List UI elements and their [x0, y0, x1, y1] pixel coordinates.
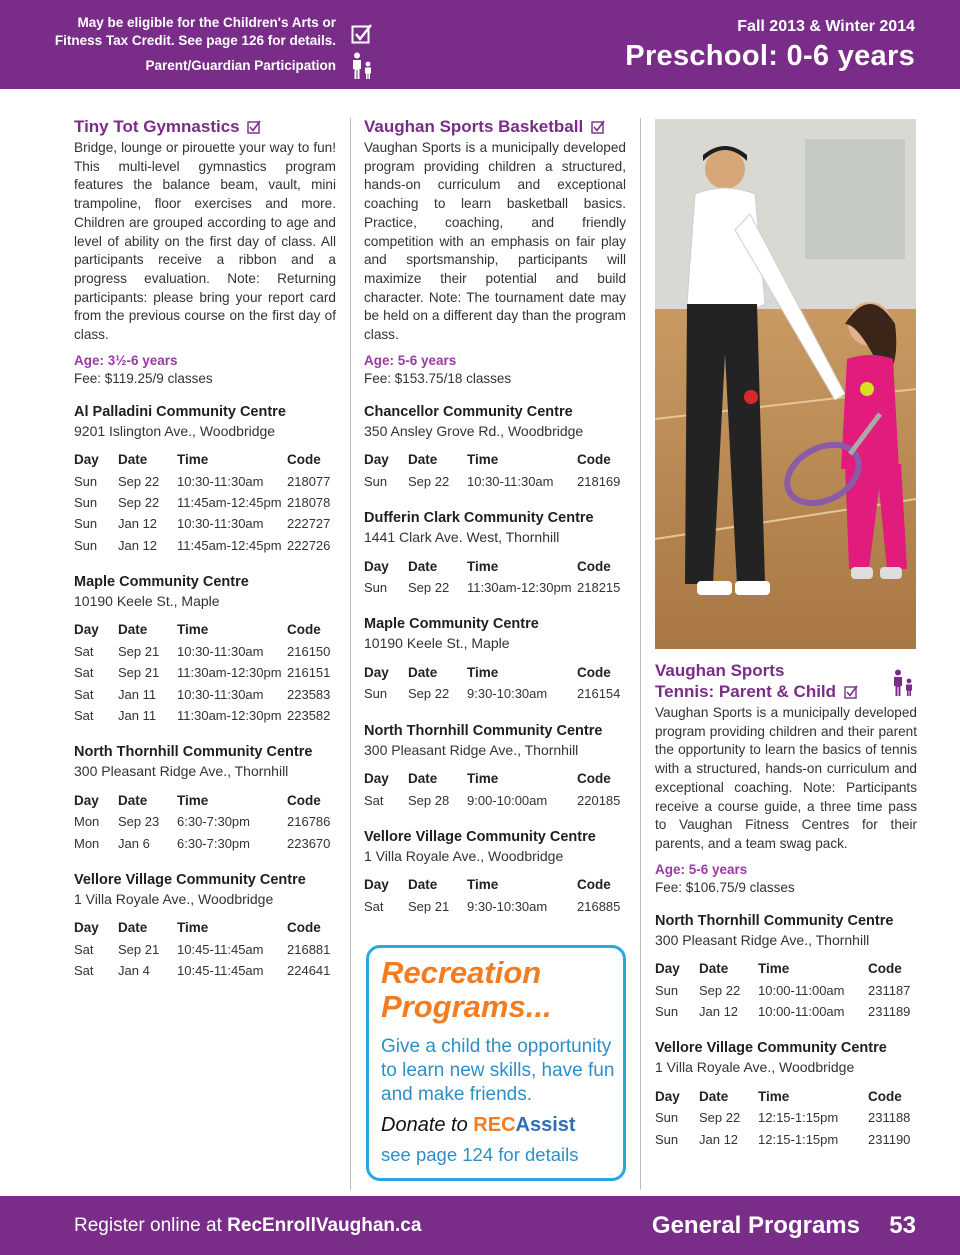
- schedule-table: [74, 619, 336, 726]
- location-name: Vellore Village Community Centre: [655, 1040, 887, 1057]
- table-row: [74, 662, 336, 683]
- tax-credit-line-2: Fitness Tax Credit. See page 126 for details.: [54, 33, 336, 48]
- cell-time: 10:30-11:30am: [177, 686, 264, 702]
- cell-date: Sep 22: [118, 473, 160, 489]
- cell-time: 10:45-11:45am: [177, 963, 264, 979]
- header-day: Day: [364, 877, 389, 893]
- location-block: [74, 744, 336, 854]
- cell-code: 231187: [868, 982, 911, 998]
- location-block: [74, 872, 336, 982]
- cell-code: 218078: [287, 495, 331, 511]
- schedule-table: [74, 449, 336, 556]
- cell-day: Sat: [74, 963, 94, 979]
- location-name: Chancellor Community Centre: [364, 403, 573, 420]
- header-day: Day: [364, 664, 389, 680]
- page-title: Preschool: 0-6 years: [625, 40, 915, 72]
- location-name: North Thornhill Community Centre: [364, 722, 603, 739]
- cell-time: 10:30-11:30am: [177, 516, 264, 532]
- tennis-lesson-photo: [655, 119, 916, 649]
- cell-date: Sep 28: [408, 792, 450, 808]
- note-label: Note:: [428, 289, 462, 305]
- cell-day: Sun: [364, 473, 388, 489]
- cell-day: Sun: [74, 473, 98, 489]
- cell-day: Sat: [74, 707, 94, 723]
- cell-time: 10:00-11:00am: [758, 982, 845, 998]
- header-code: Code: [868, 961, 902, 977]
- recreation-programs-promo: [366, 945, 626, 1181]
- cell-day: Sat: [74, 665, 94, 681]
- location-name: Vellore Village Community Centre: [364, 828, 596, 845]
- location-address: 300 Pleasant Ridge Ave., Thornhill: [74, 763, 289, 780]
- program-description: [364, 139, 626, 345]
- checkbox-check-icon: [351, 23, 373, 45]
- program-title-line-2: Tennis: Parent & Child: [655, 682, 837, 701]
- cell-day: Mon: [74, 814, 100, 830]
- cell-time: 10:30-11:30am: [177, 473, 264, 489]
- cell-date: Jan 6: [118, 835, 150, 851]
- cell-code: 223583: [287, 686, 331, 702]
- cell-code: 220185: [577, 792, 621, 808]
- cell-time: 9:30-10:30am: [467, 899, 548, 915]
- header-date: Date: [408, 877, 438, 893]
- cell-day: Sun: [74, 537, 98, 553]
- tax-credit-check-icon: [247, 120, 261, 134]
- table-row: [655, 980, 917, 1001]
- schedule-table: [655, 1085, 917, 1150]
- cell-date: Sep 21: [118, 665, 160, 681]
- program-description: [655, 704, 917, 854]
- table-row: [74, 960, 336, 981]
- table-row: [74, 641, 336, 662]
- cell-date: Sep 22: [699, 982, 741, 998]
- header-time: Time: [177, 792, 209, 808]
- cell-date: Jan 12: [118, 537, 158, 553]
- schedule-table: [74, 789, 336, 854]
- location-block: [364, 723, 626, 811]
- schedule-header-row: [74, 619, 336, 641]
- location-address: 10190 Keele St., Maple: [74, 592, 220, 609]
- header-time: Time: [177, 920, 209, 936]
- cell-code: 222726: [287, 537, 331, 553]
- cell-code: 216154: [577, 686, 621, 702]
- register-online: [74, 1215, 421, 1237]
- location-name: North Thornhill Community Centre: [655, 912, 894, 929]
- header-code: Code: [287, 920, 321, 936]
- header-day: Day: [655, 1088, 680, 1104]
- location-block: [364, 829, 626, 917]
- location-list: [655, 913, 917, 1150]
- column-divider: [640, 118, 641, 1190]
- header-time: Time: [758, 961, 790, 977]
- cell-code: 231189: [868, 1004, 911, 1020]
- header-date: Date: [118, 792, 148, 808]
- cell-time: 9:00-10:00am: [467, 792, 548, 808]
- cell-day: Sat: [74, 941, 94, 957]
- location-address: 9201 Islington Ave., Woodbridge: [74, 422, 276, 439]
- location-name: North Thornhill Community Centre: [74, 744, 313, 761]
- cell-code: 218077: [287, 473, 331, 489]
- page-number: 53: [889, 1212, 916, 1239]
- cell-time: 11:45am-12:45pm: [177, 537, 282, 553]
- promo-subtitle: Give a child the opportunity to learn new skills, have fun and make friends.: [381, 1036, 615, 1105]
- program-vaughan-sports-basketball: [364, 116, 626, 917]
- table-row: [74, 684, 336, 705]
- header-day: Day: [74, 792, 99, 808]
- program-title-line-1: Vaughan Sports: [655, 661, 785, 680]
- header-time: Time: [467, 664, 499, 680]
- header-code: Code: [577, 664, 611, 680]
- tax-credit-line-1: May be eligible for the Children's Arts or: [77, 15, 336, 30]
- cell-time: 9:30-10:30am: [467, 686, 548, 702]
- parent-child-icon: [891, 668, 915, 698]
- rec-assist-logo-rec: REC: [473, 1114, 516, 1136]
- header-time: Time: [758, 1088, 790, 1104]
- tax-credit-check-icon: [591, 120, 605, 134]
- cell-date: Sep 21: [118, 644, 160, 660]
- rec-assist-logo-assist: Assist: [515, 1114, 576, 1136]
- cell-time: 10:45-11:45am: [177, 941, 264, 957]
- program-title: [364, 116, 626, 137]
- cell-date: Sep 23: [118, 814, 160, 830]
- schedule-header-row: [364, 555, 626, 577]
- tennis-photo-illustration: [655, 119, 916, 649]
- schedule-table: [364, 449, 626, 492]
- header-day: Day: [364, 771, 389, 787]
- header-code: Code: [577, 558, 611, 574]
- location-name: Maple Community Centre: [74, 573, 249, 590]
- header-time: Time: [177, 452, 209, 468]
- program-title-text: Vaughan Sports Basketball: [364, 117, 584, 136]
- cell-code: 216885: [577, 899, 621, 915]
- header-day: Day: [74, 920, 99, 936]
- header-code: Code: [577, 877, 611, 893]
- parent-participation-label: Parent/Guardian Participation: [145, 58, 336, 73]
- header-code: Code: [577, 771, 611, 787]
- schedule-table: [364, 661, 626, 704]
- cell-date: Jan 12: [699, 1004, 739, 1020]
- cell-code: 222727: [287, 516, 331, 532]
- cell-day: Sat: [74, 686, 94, 702]
- cell-time: 10:30-11:30am: [467, 473, 554, 489]
- location-list: [364, 404, 626, 917]
- table-row: [74, 513, 336, 534]
- column-divider: [350, 118, 351, 1190]
- table-row: [655, 1107, 917, 1128]
- cell-time: 6:30-7:30pm: [177, 814, 250, 830]
- header-code: Code: [287, 452, 321, 468]
- header-code: Code: [577, 452, 611, 468]
- location-block: [74, 574, 336, 726]
- cell-date: Jan 12: [699, 1131, 739, 1147]
- cell-date: Sep 21: [118, 941, 160, 957]
- schedule-table: [364, 874, 626, 917]
- cell-day: Sun: [74, 516, 98, 532]
- schedule-header-row: [655, 1085, 917, 1107]
- cell-code: 218215: [577, 580, 621, 596]
- table-row: [74, 492, 336, 513]
- schedule-header-row: [655, 958, 917, 980]
- cell-time: 11:30am-12:30pm: [467, 580, 572, 596]
- cell-code: 231190: [868, 1131, 911, 1147]
- description-text: Vaughan Sports is a municipally developed program providing children and their parent the opportunity to learn the basics of tennis with a structured, hands-on curriculum and exceptional coaching.: [655, 705, 917, 795]
- cell-date: Sep 22: [699, 1110, 741, 1126]
- program-tiny-tot-gymnastics: [74, 116, 336, 981]
- cell-day: Sat: [74, 644, 94, 660]
- cell-code: 223670: [287, 835, 331, 851]
- cell-time: 11:30am-12:30pm: [177, 665, 282, 681]
- location-address: 300 Pleasant Ridge Ave., Thornhill: [655, 931, 870, 948]
- cell-date: Sep 22: [408, 686, 450, 702]
- page-header: [0, 0, 960, 89]
- location-block: [655, 913, 917, 1023]
- description-text: Vaughan Sports is a municipally developed program providing children a structured, hands-on curriculum and exceptional coaching to learn basketball basics. Practice, coaching, and friendly competition with an emphasis on fair play and sportsmanship, participants will maximize their potential and build character.: [364, 140, 626, 305]
- program-title: [74, 116, 336, 137]
- cell-time: 10:00-11:00am: [758, 1004, 845, 1020]
- cell-day: Sat: [364, 792, 384, 808]
- schedule-header-row: [364, 874, 626, 896]
- location-block: [74, 404, 336, 556]
- page-footer: [0, 1196, 960, 1255]
- table-row: [364, 471, 626, 492]
- donate-to-text: Donate to: [381, 1114, 468, 1136]
- cell-code: 218169: [577, 473, 621, 489]
- location-address: 300 Pleasant Ridge Ave., Thornhill: [364, 741, 579, 758]
- schedule-header-row: [74, 449, 336, 471]
- location-address: 1 Villa Royale Ave., Woodbridge: [74, 890, 274, 907]
- cell-day: Sun: [364, 686, 388, 702]
- parent-child-icon: [350, 52, 374, 80]
- location-address: 1 Villa Royale Ave., Woodbridge: [655, 1059, 855, 1076]
- promo-title-line-2: Programs...: [381, 989, 552, 1024]
- season-label: Fall 2013 & Winter 2014: [737, 18, 915, 35]
- header-time: Time: [467, 558, 499, 574]
- location-block: [364, 510, 626, 598]
- header-day: Day: [364, 452, 389, 468]
- schedule-header-row: [74, 917, 336, 939]
- cell-day: Sun: [655, 1004, 679, 1020]
- schedule-table: [655, 958, 917, 1023]
- table-row: [74, 471, 336, 492]
- age-range: Age: 3½-6 years: [74, 352, 178, 368]
- location-list: [74, 404, 336, 982]
- location-block: [655, 1040, 917, 1150]
- table-row: [74, 832, 336, 853]
- cell-time: 6:30-7:30pm: [177, 835, 250, 851]
- cell-day: Sun: [655, 982, 679, 998]
- cell-day: Mon: [74, 835, 100, 851]
- location-name: Maple Community Centre: [364, 616, 539, 633]
- cell-date: Jan 11: [118, 707, 157, 723]
- header-time: Time: [177, 622, 209, 638]
- program-title-line-2-wrap: [655, 681, 917, 702]
- tax-credit-check-icon: [844, 685, 858, 699]
- table-row: [74, 705, 336, 726]
- note-label: Note:: [227, 270, 260, 286]
- table-row: [364, 683, 626, 704]
- program-vaughan-sports-tennis: [655, 660, 917, 1150]
- table-row: [655, 1001, 917, 1022]
- schedule-header-row: [74, 789, 336, 811]
- fee: Fee: $119.25/9 classes: [74, 370, 213, 386]
- header-code: Code: [287, 792, 321, 808]
- header-date: Date: [699, 1088, 729, 1104]
- fee: Fee: $153.75/18 classes: [364, 370, 512, 386]
- cell-date: Sep 21: [408, 899, 450, 915]
- header-date: Date: [408, 558, 438, 574]
- cell-date: Jan 12: [118, 516, 158, 532]
- cell-time: 11:30am-12:30pm: [177, 707, 282, 723]
- promo-title: [381, 956, 552, 1024]
- cell-day: Sun: [655, 1131, 679, 1147]
- header-day: Day: [74, 452, 99, 468]
- table-row: [74, 535, 336, 556]
- cell-date: Jan 4: [118, 963, 150, 979]
- location-address: 10190 Keele St., Maple: [364, 635, 510, 652]
- table-row: [74, 939, 336, 960]
- description-text: Bridge, lounge or pirouette your way to fun! This multi-level gymnastics program features the balance beam, vault, mini trampoline, floor exercises and more. Children are grouped according to age and level of ability on the first day of class. All participants receive a ribbon and a progress evaluation.: [74, 140, 336, 286]
- schedule-header-row: [364, 768, 626, 790]
- header-date: Date: [699, 961, 729, 977]
- cell-time: 11:45am-12:45pm: [177, 495, 282, 511]
- schedule-header-row: [364, 661, 626, 683]
- program-description: [74, 139, 336, 345]
- program-title-text: Tiny Tot Gymnastics: [74, 117, 240, 136]
- note-text: Participants receive a course guide, a three time pass to Vaughan Fitness Centres for their parents, and a team swag pack.: [655, 779, 917, 851]
- cell-code: 231188: [868, 1110, 911, 1126]
- cell-code: 216150: [287, 644, 331, 660]
- header-date: Date: [408, 664, 438, 680]
- cell-day: Sat: [364, 899, 384, 915]
- cell-code: 223582: [287, 707, 331, 723]
- note-label: Note:: [802, 779, 836, 795]
- age-range: Age: 5-6 years: [364, 352, 457, 368]
- donate-line: [381, 1114, 576, 1137]
- header-code: Code: [287, 622, 321, 638]
- cell-time: 12:15-1:15pm: [758, 1110, 839, 1126]
- location-name: Vellore Village Community Centre: [74, 871, 306, 888]
- cell-day: Sun: [74, 495, 98, 511]
- fee: Fee: $106.75/9 classes: [655, 879, 795, 895]
- table-row: [364, 577, 626, 598]
- cell-date: Jan 11: [118, 686, 157, 702]
- age-range: Age: 5-6 years: [655, 861, 748, 877]
- cell-time: 12:15-1:15pm: [758, 1131, 839, 1147]
- location-block: [364, 404, 626, 492]
- table-row: [74, 811, 336, 832]
- cell-day: Sun: [364, 580, 388, 596]
- schedule-table: [74, 917, 336, 982]
- promo-title-line-1: Recreation: [381, 955, 542, 990]
- see-page-note: see page 124 for details: [381, 1144, 579, 1165]
- header-time: Time: [467, 452, 499, 468]
- tax-credit-note: [40, 14, 336, 50]
- register-url-link[interactable]: RecEnrollVaughan.ca: [227, 1215, 422, 1236]
- cell-code: 224641: [287, 963, 331, 979]
- header-date: Date: [118, 920, 148, 936]
- program-title: [655, 660, 917, 702]
- header-day: Day: [364, 558, 389, 574]
- schedule-table: [364, 555, 626, 598]
- header-time: Time: [467, 771, 499, 787]
- location-address: 350 Ansley Grove Rd., Woodbridge: [364, 422, 584, 439]
- header-date: Date: [118, 452, 148, 468]
- cell-date: Sep 22: [408, 580, 450, 596]
- cell-day: Sun: [655, 1110, 679, 1126]
- cell-time: 10:30-11:30am: [177, 644, 264, 660]
- schedule-table: [364, 768, 626, 811]
- register-prefix: Register online at: [74, 1215, 222, 1236]
- location-address: 1 Villa Royale Ave., Woodbridge: [364, 847, 564, 864]
- section-label: General Programs: [651, 1212, 860, 1239]
- location-block: [364, 616, 626, 704]
- table-row: [364, 790, 626, 811]
- cell-date: Sep 22: [118, 495, 160, 511]
- table-row: [655, 1129, 917, 1150]
- header-time: Time: [467, 877, 499, 893]
- table-row: [364, 896, 626, 917]
- cell-date: Sep 22: [408, 473, 450, 489]
- cell-code: 216881: [287, 941, 331, 957]
- header-day: Day: [74, 622, 99, 638]
- header-day: Day: [655, 961, 680, 977]
- cell-code: 216786: [287, 814, 331, 830]
- location-name: Dufferin Clark Community Centre: [364, 510, 594, 527]
- schedule-header-row: [364, 449, 626, 471]
- header-date: Date: [408, 452, 438, 468]
- note-text: Returning participants: please bring your report card from the previous course on the first day of class.: [74, 270, 337, 343]
- header-code: Code: [868, 1088, 902, 1104]
- header-date: Date: [408, 771, 438, 787]
- note-text: The tournament date may be held on a different day than the program class.: [364, 289, 626, 343]
- header-date: Date: [118, 622, 148, 638]
- cell-code: 216151: [287, 665, 331, 681]
- location-name: Al Palladini Community Centre: [74, 403, 286, 420]
- location-address: 1441 Clark Ave. West, Thornhill: [364, 529, 560, 546]
